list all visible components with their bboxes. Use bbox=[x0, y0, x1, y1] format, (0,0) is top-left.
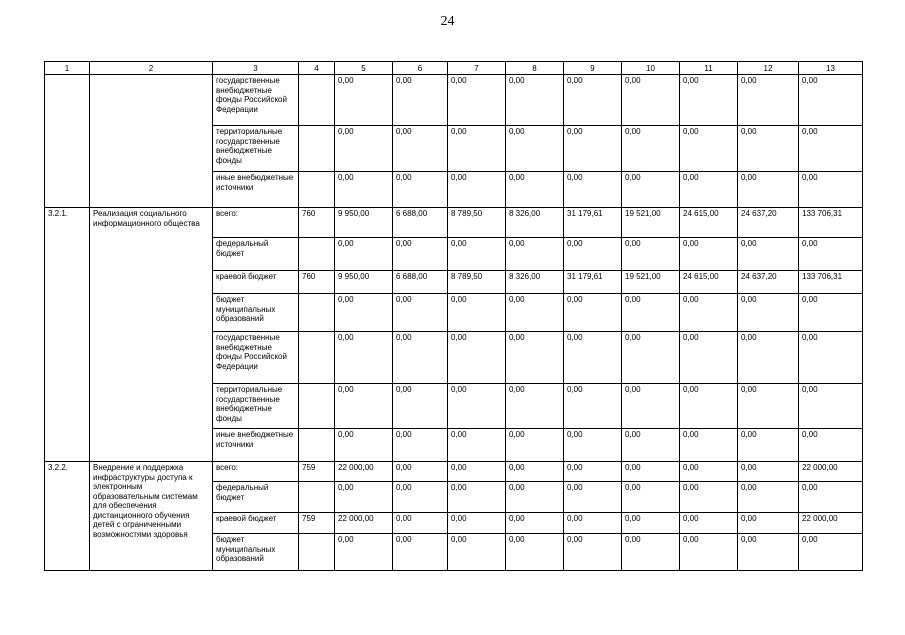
budget-code bbox=[299, 482, 335, 513]
amount-cell: 0,00 bbox=[799, 384, 863, 429]
table-row bbox=[45, 462, 863, 482]
amount-cell: 0,00 bbox=[622, 332, 680, 384]
amount-cell: 0,00 bbox=[506, 294, 564, 332]
amount-cell: 0,00 bbox=[564, 429, 622, 462]
amount-cell: 0,00 bbox=[448, 332, 506, 384]
amount-cell: 0,00 bbox=[564, 482, 622, 513]
amount-cell: 0,00 bbox=[738, 332, 799, 384]
table-row bbox=[45, 208, 863, 238]
amount-cell: 0,00 bbox=[335, 126, 393, 172]
amount-cell: 0,00 bbox=[564, 462, 622, 482]
amount-cell: 0,00 bbox=[506, 384, 564, 429]
funding-source: краевой бюджет bbox=[213, 271, 299, 294]
amount-cell: 0,00 bbox=[738, 513, 799, 534]
continued-name-cell bbox=[90, 75, 213, 208]
amount-cell: 0,00 bbox=[335, 429, 393, 462]
amount-cell: 0,00 bbox=[393, 126, 448, 172]
amount-cell: 0,00 bbox=[680, 126, 738, 172]
amount-cell: 0,00 bbox=[448, 294, 506, 332]
amount-cell: 0,00 bbox=[506, 126, 564, 172]
budget-code bbox=[299, 238, 335, 271]
amount-cell: 0,00 bbox=[393, 513, 448, 534]
amount-cell: 0,00 bbox=[335, 75, 393, 126]
amount-cell: 0,00 bbox=[738, 482, 799, 513]
amount-cell: 0,00 bbox=[799, 172, 863, 208]
budget-code bbox=[299, 126, 335, 172]
amount-cell: 19 521,00 bbox=[622, 208, 680, 238]
amount-cell: 31 179,61 bbox=[564, 271, 622, 294]
amount-cell: 0,00 bbox=[738, 384, 799, 429]
amount-cell: 9 950,00 bbox=[335, 208, 393, 238]
amount-cell: 0,00 bbox=[393, 429, 448, 462]
column-number-3: 3 bbox=[213, 62, 299, 75]
budget-code bbox=[299, 75, 335, 126]
amount-cell: 0,00 bbox=[680, 172, 738, 208]
budget-code: 759 bbox=[299, 462, 335, 482]
amount-cell: 0,00 bbox=[680, 462, 738, 482]
amount-cell: 0,00 bbox=[506, 75, 564, 126]
amount-cell: 22 000,00 bbox=[799, 462, 863, 482]
amount-cell: 133 706,31 bbox=[799, 271, 863, 294]
amount-cell: 0,00 bbox=[564, 238, 622, 271]
table-row bbox=[45, 75, 863, 126]
amount-cell: 0,00 bbox=[448, 172, 506, 208]
amount-cell: 22 000,00 bbox=[799, 513, 863, 534]
amount-cell: 24 615,00 bbox=[680, 208, 738, 238]
budget-code: 760 bbox=[299, 271, 335, 294]
funding-source: территориальные государственные внебюджетные фонды bbox=[213, 126, 299, 172]
section-number: 3.2.2. bbox=[45, 462, 90, 571]
column-number-12: 12 bbox=[738, 62, 799, 75]
amount-cell: 0,00 bbox=[680, 294, 738, 332]
amount-cell: 0,00 bbox=[738, 462, 799, 482]
budget-code: 759 bbox=[299, 513, 335, 534]
funding-source: иные внебюджетные источники bbox=[213, 172, 299, 208]
amount-cell: 0,00 bbox=[506, 238, 564, 271]
amount-cell: 22 000,00 bbox=[335, 462, 393, 482]
funding-source: бюджет муниципальных образований bbox=[213, 294, 299, 332]
amount-cell: 0,00 bbox=[680, 429, 738, 462]
funding-source: краевой бюджет bbox=[213, 513, 299, 534]
column-number-row bbox=[45, 62, 863, 75]
column-number-2: 2 bbox=[90, 62, 213, 75]
funding-source: государственные внебюджетные фонды Российской Федерации bbox=[213, 75, 299, 126]
amount-cell: 0,00 bbox=[799, 332, 863, 384]
amount-cell: 6 688,00 bbox=[393, 208, 448, 238]
amount-cell: 22 000,00 bbox=[335, 513, 393, 534]
amount-cell: 0,00 bbox=[335, 534, 393, 571]
amount-cell: 0,00 bbox=[738, 172, 799, 208]
amount-cell: 0,00 bbox=[799, 294, 863, 332]
amount-cell: 0,00 bbox=[448, 238, 506, 271]
amount-cell: 0,00 bbox=[393, 75, 448, 126]
amount-cell: 0,00 bbox=[448, 75, 506, 126]
amount-cell: 0,00 bbox=[448, 482, 506, 513]
amount-cell: 133 706,31 bbox=[799, 208, 863, 238]
amount-cell: 8 326,00 bbox=[506, 271, 564, 294]
funding-source: всего: bbox=[213, 462, 299, 482]
amount-cell: 0,00 bbox=[622, 462, 680, 482]
funding-source: федеральный бюджет bbox=[213, 238, 299, 271]
amount-cell: 0,00 bbox=[393, 238, 448, 271]
amount-cell: 9 950,00 bbox=[335, 271, 393, 294]
amount-cell: 0,00 bbox=[622, 238, 680, 271]
section-name: Реализация социального информационного общества bbox=[90, 208, 213, 462]
amount-cell: 0,00 bbox=[335, 172, 393, 208]
amount-cell: 24 615,00 bbox=[680, 271, 738, 294]
amount-cell: 0,00 bbox=[393, 482, 448, 513]
amount-cell: 0,00 bbox=[564, 513, 622, 534]
amount-cell: 24 637,20 bbox=[738, 271, 799, 294]
amount-cell: 0,00 bbox=[622, 429, 680, 462]
amount-cell: 0,00 bbox=[564, 126, 622, 172]
column-number-11: 11 bbox=[680, 62, 738, 75]
amount-cell: 0,00 bbox=[393, 294, 448, 332]
amount-cell: 0,00 bbox=[506, 332, 564, 384]
amount-cell: 0,00 bbox=[680, 534, 738, 571]
column-number-13: 13 bbox=[799, 62, 863, 75]
amount-cell: 0,00 bbox=[799, 75, 863, 126]
amount-cell: 0,00 bbox=[680, 75, 738, 126]
budget-code bbox=[299, 332, 335, 384]
amount-cell: 0,00 bbox=[799, 238, 863, 271]
amount-cell: 0,00 bbox=[738, 294, 799, 332]
amount-cell: 0,00 bbox=[622, 482, 680, 513]
amount-cell: 0,00 bbox=[564, 332, 622, 384]
budget-table bbox=[44, 61, 863, 571]
amount-cell: 8 789,50 bbox=[448, 271, 506, 294]
continued-number-cell bbox=[45, 75, 90, 208]
amount-cell: 0,00 bbox=[738, 238, 799, 271]
amount-cell: 0,00 bbox=[448, 384, 506, 429]
section-name: Внедрение и поддержка инфраструктуры доступа к электронным образовательным системам для обеспечения дистанционного обучения детей с ограниченными возможностями здоровья bbox=[90, 462, 213, 571]
amount-cell: 0,00 bbox=[622, 75, 680, 126]
amount-cell: 0,00 bbox=[680, 513, 738, 534]
amount-cell: 0,00 bbox=[799, 126, 863, 172]
amount-cell: 0,00 bbox=[335, 384, 393, 429]
amount-cell: 0,00 bbox=[448, 429, 506, 462]
budget-code bbox=[299, 294, 335, 332]
amount-cell: 24 637,20 bbox=[738, 208, 799, 238]
amount-cell: 0,00 bbox=[506, 462, 564, 482]
amount-cell: 0,00 bbox=[564, 294, 622, 332]
amount-cell: 0,00 bbox=[564, 534, 622, 571]
amount-cell: 0,00 bbox=[738, 75, 799, 126]
amount-cell: 0,00 bbox=[506, 172, 564, 208]
funding-source: территориальные государственные внебюджетные фонды bbox=[213, 384, 299, 429]
amount-cell: 0,00 bbox=[680, 238, 738, 271]
amount-cell: 0,00 bbox=[448, 513, 506, 534]
amount-cell: 0,00 bbox=[564, 172, 622, 208]
amount-cell: 0,00 bbox=[448, 534, 506, 571]
amount-cell: 0,00 bbox=[393, 172, 448, 208]
column-number-10: 10 bbox=[622, 62, 680, 75]
amount-cell: 0,00 bbox=[799, 482, 863, 513]
amount-cell: 0,00 bbox=[335, 332, 393, 384]
funding-source: федеральный бюджет bbox=[213, 482, 299, 513]
amount-cell: 0,00 bbox=[506, 429, 564, 462]
budget-code: 760 bbox=[299, 208, 335, 238]
column-number-1: 1 bbox=[45, 62, 90, 75]
amount-cell: 0,00 bbox=[393, 332, 448, 384]
column-number-9: 9 bbox=[564, 62, 622, 75]
column-number-5: 5 bbox=[335, 62, 393, 75]
column-number-6: 6 bbox=[393, 62, 448, 75]
funding-source: государственные внебюджетные фонды Российской Федерации bbox=[213, 332, 299, 384]
column-number-7: 7 bbox=[448, 62, 506, 75]
amount-cell: 0,00 bbox=[738, 126, 799, 172]
amount-cell: 19 521,00 bbox=[622, 271, 680, 294]
section-number: 3.2.1. bbox=[45, 208, 90, 462]
budget-code bbox=[299, 172, 335, 208]
amount-cell: 0,00 bbox=[680, 332, 738, 384]
amount-cell: 0,00 bbox=[335, 238, 393, 271]
amount-cell: 0,00 bbox=[622, 294, 680, 332]
amount-cell: 6 688,00 bbox=[393, 271, 448, 294]
amount-cell: 0,00 bbox=[506, 534, 564, 571]
amount-cell: 0,00 bbox=[799, 534, 863, 571]
amount-cell: 0,00 bbox=[680, 482, 738, 513]
amount-cell: 0,00 bbox=[448, 126, 506, 172]
amount-cell: 0,00 bbox=[335, 294, 393, 332]
budget-code bbox=[299, 429, 335, 462]
table-header bbox=[45, 62, 863, 75]
amount-cell: 0,00 bbox=[393, 534, 448, 571]
amount-cell: 0,00 bbox=[448, 462, 506, 482]
amount-cell: 0,00 bbox=[622, 126, 680, 172]
page-number: 24 bbox=[440, 14, 455, 29]
budget-code bbox=[299, 384, 335, 429]
amount-cell: 0,00 bbox=[393, 384, 448, 429]
amount-cell: 0,00 bbox=[680, 384, 738, 429]
budget-code bbox=[299, 534, 335, 571]
amount-cell: 0,00 bbox=[622, 513, 680, 534]
amount-cell: 0,00 bbox=[393, 462, 448, 482]
amount-cell: 0,00 bbox=[622, 172, 680, 208]
amount-cell: 0,00 bbox=[506, 482, 564, 513]
amount-cell: 0,00 bbox=[564, 75, 622, 126]
amount-cell: 8 789,50 bbox=[448, 208, 506, 238]
column-number-8: 8 bbox=[506, 62, 564, 75]
amount-cell: 0,00 bbox=[506, 513, 564, 534]
amount-cell: 0,00 bbox=[564, 384, 622, 429]
funding-source: всего: bbox=[213, 208, 299, 238]
funding-source: иные внебюджетные источники bbox=[213, 429, 299, 462]
amount-cell: 0,00 bbox=[622, 534, 680, 571]
amount-cell: 8 326,00 bbox=[506, 208, 564, 238]
amount-cell: 0,00 bbox=[799, 429, 863, 462]
amount-cell: 0,00 bbox=[335, 482, 393, 513]
amount-cell: 31 179,61 bbox=[564, 208, 622, 238]
table-body bbox=[45, 75, 863, 571]
amount-cell: 0,00 bbox=[622, 384, 680, 429]
amount-cell: 0,00 bbox=[738, 429, 799, 462]
column-number-4: 4 bbox=[299, 62, 335, 75]
amount-cell: 0,00 bbox=[738, 534, 799, 571]
funding-source: бюджет муниципальных образований bbox=[213, 534, 299, 571]
